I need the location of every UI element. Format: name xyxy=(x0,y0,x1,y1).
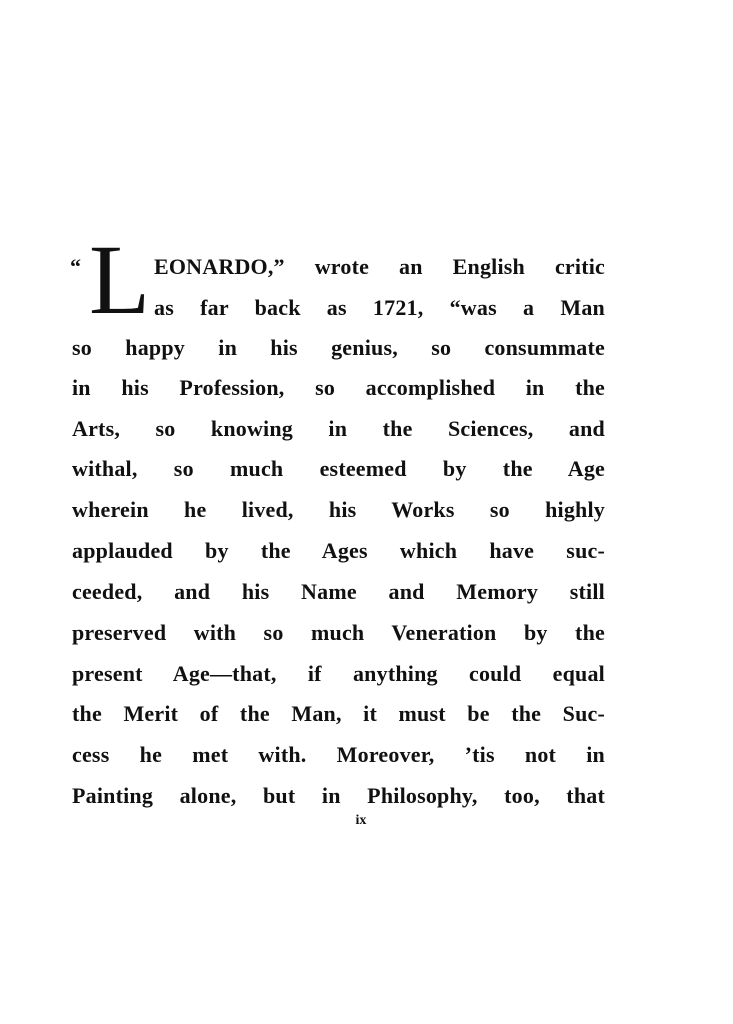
text-line-8: applauded by the Ages which have suc- xyxy=(72,538,605,563)
text-line-3: so happy in his genius, so consummate xyxy=(72,335,605,360)
text-line-4: in his Profession, so accomplished in the xyxy=(72,375,605,400)
text-line-7: wherein he lived, his Works so highly xyxy=(72,497,605,522)
text-line-6: withal, so much esteemed by the Age xyxy=(72,456,605,481)
text-line-14: Painting alone, but in Philosophy, too, that xyxy=(72,783,605,808)
text-line-13: cess he met with. Moreover, ’tis not in xyxy=(72,742,605,767)
text-line-11: present Age—that, if anything could equal xyxy=(72,661,605,686)
text-line-5: Arts, so knowing in the Sciences, and xyxy=(72,416,605,441)
text-line-10: preserved with so much Veneration by the xyxy=(72,620,605,645)
text-line-2: as far back as 1721, “was a Man xyxy=(154,295,605,320)
drop-cap-letter: L xyxy=(89,224,151,335)
opening-quote-mark: “ xyxy=(70,254,81,279)
text-line-1: EONARDO,” wrote an English critic xyxy=(154,254,605,279)
text-line-9: ceeded, and his Name and Memory still xyxy=(72,579,605,604)
page-number: ix xyxy=(355,813,367,828)
text-line-12: the Merit of the Man, it must be the Suc- xyxy=(72,701,605,726)
